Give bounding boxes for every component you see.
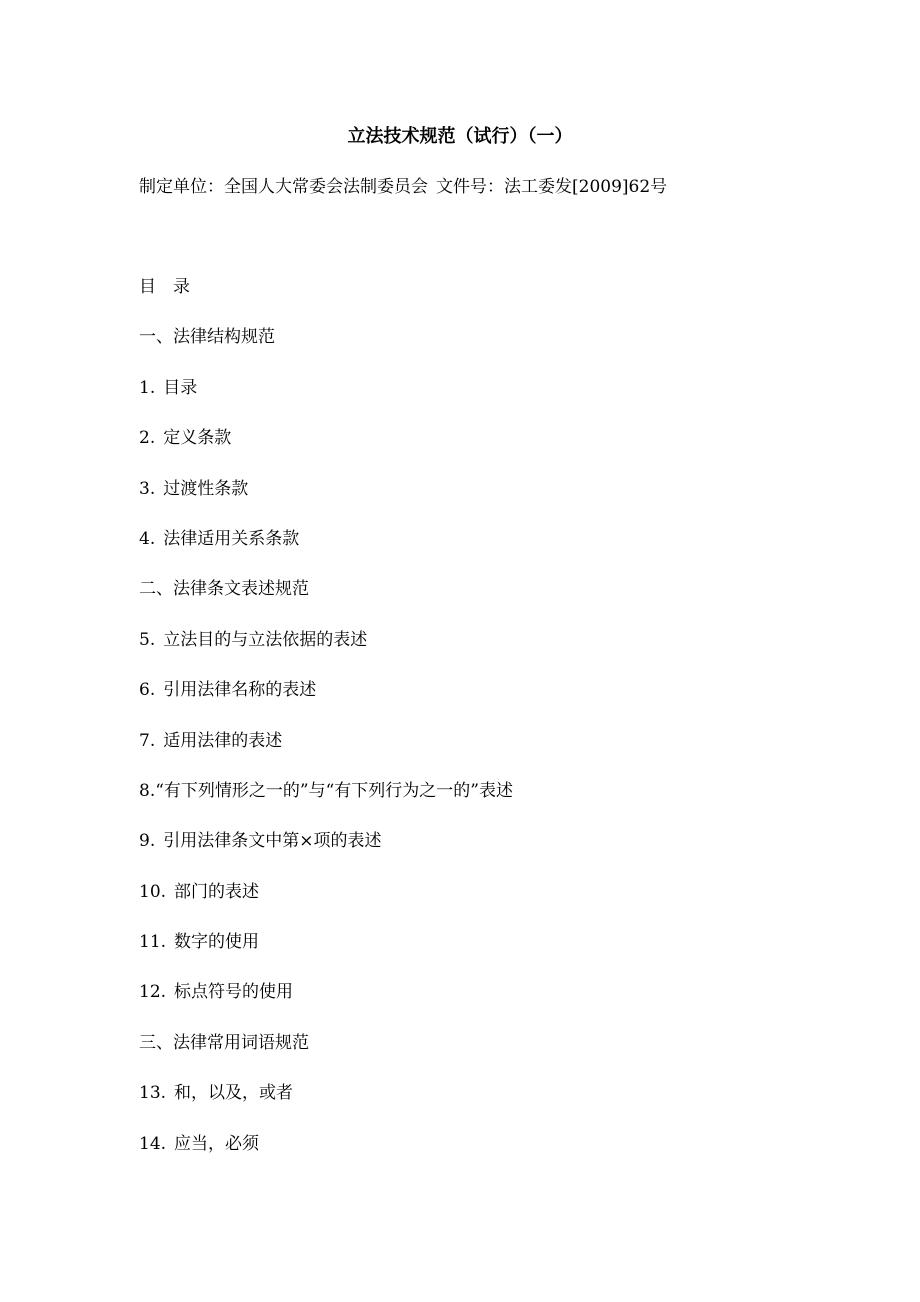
toc-entry-number: 4. [139, 528, 156, 549]
toc-entry [139, 476, 513, 526]
toc-entry [139, 324, 513, 374]
toc-entry [139, 828, 513, 878]
toc-entry [139, 728, 513, 778]
toc-entry-number: 7. [139, 730, 156, 751]
toc-entry-text: 三、法律常用词语规范 [139, 1032, 309, 1053]
issuer-label: 制定单位：全国人大常委会法制委员会 [139, 177, 428, 197]
toc-entry [139, 576, 513, 626]
toc-entry-text: 应当，必须 [174, 1133, 260, 1154]
toc-entry [139, 929, 513, 979]
toc-entry-number: 6. [139, 680, 156, 701]
toc-entry-text: 过渡性条款 [163, 478, 249, 499]
toc-entry [139, 526, 513, 576]
toc-entry-text: 目录 [163, 377, 198, 398]
toc-entry-number: 12. [139, 982, 167, 1003]
toc-entry-number: 2. [139, 428, 156, 449]
toc-entry-text: 一、法律结构规范 [139, 327, 275, 348]
toc-entry [139, 1131, 513, 1181]
toc-entry-text: 引用法律名称的表述 [163, 680, 317, 701]
toc-entry-number: 13. [139, 1083, 167, 1104]
toc-entry-text: 和，以及，或者 [174, 1083, 294, 1104]
toc-heading: 目 录 [139, 277, 190, 297]
toc-entry-number: 14. [139, 1133, 167, 1154]
table-of-contents [139, 274, 513, 1181]
document-title: 立法技术规范（试行）（一） [347, 126, 573, 147]
doc-number-label: 文件号：法工委发[2009]62号 [436, 177, 668, 197]
toc-entry [139, 1030, 513, 1080]
toc-entry-number: 9. [139, 831, 156, 852]
toc-entry [139, 1080, 513, 1130]
toc-entry [139, 879, 513, 929]
toc-entry [139, 979, 513, 1029]
toc-entry-text: 部门的表述 [174, 881, 260, 902]
toc-entry-number: 11. [139, 932, 167, 953]
toc-entry-number: 1. [139, 377, 156, 398]
document-meta [139, 174, 667, 200]
toc-entry-text: 法律适用关系条款 [163, 528, 300, 549]
toc-entry-text: 数字的使用 [174, 932, 260, 953]
toc-entry-number: 5. [139, 629, 156, 650]
toc-entry-number: 3. [139, 478, 156, 499]
toc-entry-text: 适用法律的表述 [163, 730, 283, 751]
toc-entry [139, 627, 513, 677]
toc-entry [139, 375, 513, 425]
toc-entry [139, 425, 513, 475]
toc-entry-text: 标点符号的使用 [174, 982, 294, 1003]
toc-entry-text: 8.“有下列情形之一的”与“有下列行为之一的”表述 [139, 780, 513, 801]
toc-entry [139, 778, 513, 828]
toc-entry [139, 677, 513, 727]
toc-entry-text: 立法目的与立法依据的表述 [163, 629, 368, 650]
toc-entry-text: 引用法律条文中第×项的表述 [163, 831, 382, 852]
toc-entry-number: 10. [139, 881, 167, 902]
toc-entry-text: 二、法律条文表述规范 [139, 579, 309, 600]
toc-entry-text: 定义条款 [163, 428, 232, 449]
